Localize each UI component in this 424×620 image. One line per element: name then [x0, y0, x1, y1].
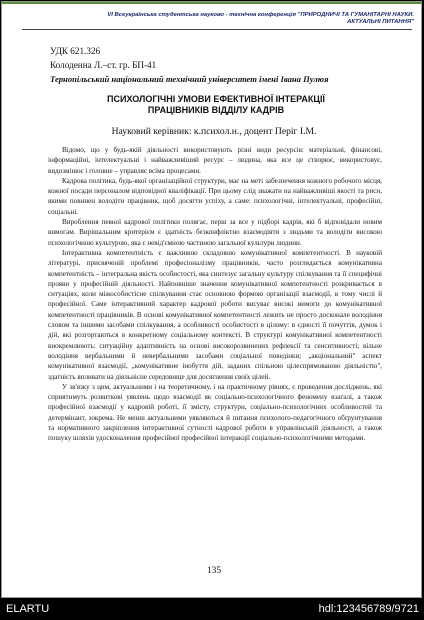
body-paragraph: У зв'язку з цим, актуальними і на теоретичному, і на практичному рівнях, є проведення досліджень, які сприятимуть розвиткові уявлень щодо взаємодії як соціально-психологічного феномену взагалі, а також професійної взаємодії у кадровій роботі, її змісту, структури, соціально-психологічних особливостей та детермінант, зокрема. Не менш актуальними уявляються й питання психолого-педагогічного обґрунтування та нормативного закріплення інтерактивної сутності кадрової роботи в управлінській діяльності, а також пошуку шляхів удосконалення професійної професійної інтеракції соціально-психологічними методами.	[48, 382, 382, 443]
article-title-line2: ПРАЦІВНИКІВ ВІДДІЛУ КАДРІВ	[147, 105, 285, 115]
conference-header	[16, 12, 414, 26]
article-title-line1: ПСИХОЛОГІЧНІ УМОВИ ЕФЕКТИВНОЇ ІНТЕРАКЦІЇ	[107, 94, 325, 104]
header-color-bar	[2, 2, 421, 4]
header-rule	[22, 29, 412, 30]
article-title	[42, 94, 390, 116]
repository-name: ELARTU	[6, 603, 50, 615]
body-paragraph: Інтерактивна компетентність є важливою складовою комунікативної компетентності. В науковій літературі, присвяченій проблемі професіоналізму працівників, часто розглядається комунікативна компетентність – інтегральна якість особистості, яка синтезує загальну культуру спілкування та її специфічні прояви у професійній діяльності. Найповніше значення комунікативної компетентності розкривається в ситуаціях, коли міжособистісне спілкування стає основною формою організації взаємодії, в тому числі й професійної. Саме інтерактивний характер кадрової роботи висуває високі вимоги до комунікативної компетентності працівників. В основі комунікативної компетентності лежить не просто досконале володіння словом та іншими засобами спілкування, а особливості особистості в цілому: в єдності її почуттів, думок і дій, які розгортаються в конкретному соціальному контексті. В структурі комунікативної компетентності виокремлюють: ситуаційну адаптивність на основі високорозвинених рефлексії та сенситивності; вільне володіння вербальними й невербальними засобами соціальної поведінки; „акціональний" аспект комунікативної взаємодії, „комунікативне інобуття дій, заданих спільною цілеспрямованою діяльністю", здатність впливати на діяльнісне середовище для досягнення своїх цілей.	[48, 248, 382, 381]
conference-header-line1: VI Всеукраїнська студентська науково - технічна конференція "ПРИРОДНИЧІ ТА ГУМАНІТАРНІ НАУКИ.	[107, 12, 414, 18]
body-paragraph: Кадрова політика, будь-якої організаційної структури, має на меті забезпечення кожного робочого місця, кожної посади персоналом відповідної кваліфікації. При цьому слід зважати на найважливіші якості та риси, якими повинен володіти працівник, щоб досягти успіху, а саме: психологічні, інтелектуальні, професійні, соціальні.	[48, 176, 382, 216]
handle-identifier[interactable]: hdl:123456789/9721	[318, 603, 419, 615]
body-paragraph: Відомо, що у будь-якій діяльності використовують різні види ресурсів: матеріальні, фінансові, інформаційні, інтелектуальні і найважливіший ресурс – людина, яка все це створює, використовує, видозмінює і головне – управляє всіма процесами.	[48, 146, 382, 175]
page-number: 135	[206, 566, 222, 576]
conference-header-line2: АКТУАЛЬНІ ПИТАННЯ"	[347, 19, 414, 25]
author-line: Колоденна Л.–ст. гр. БП-41	[50, 60, 157, 70]
scientific-advisor: Науковий керівник: к.психол.н., доцент Періг І.М.	[111, 126, 317, 137]
article-body	[48, 145, 382, 444]
university-line: Тернопільський національний технічний університет імені Івана Пулюя	[50, 74, 329, 84]
body-paragraph: Вироблення певної кадрової політики полягає, перш за все у підборі кадрів, які б відповідали новим вимогам. Вирішальним критерієм є здатність безконфліктно взаємодіяти з людьми та володіти високою психологічною культурою, яка є невід'ємною частиною загальної культури людини.	[48, 218, 382, 247]
udc-code: УДК 621.326	[50, 46, 101, 56]
viewer-footer-bar	[0, 600, 424, 620]
document-page	[2, 2, 421, 597]
